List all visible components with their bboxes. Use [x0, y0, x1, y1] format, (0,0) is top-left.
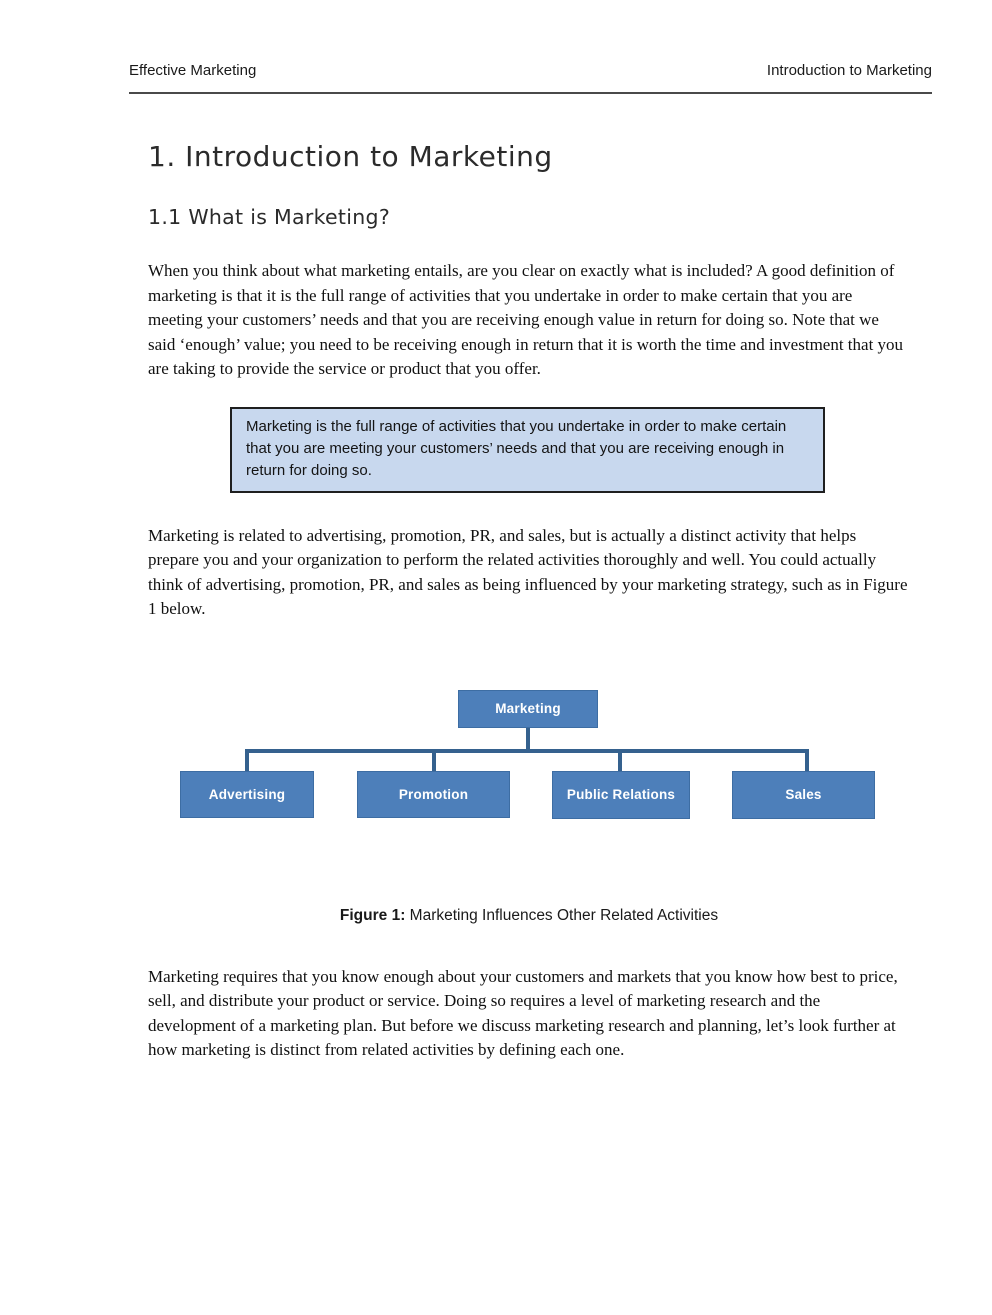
paragraph-related-activities: Marketing is related to advertising, promotion, PR, and sales, but is actually a distinct activity that helps prepare you and your organization to perform the related activities thoroughly and well. You could actually think of advertising, promotion, PR, and sales as being influenced by your marketing strategy, such as in Figure 1 below. — [148, 525, 908, 618]
section-title: 1.1 What is Marketing? — [148, 205, 391, 229]
connector-drop-public-relations — [618, 749, 622, 773]
figure-caption-text: Marketing Influences Other Related Activities — [405, 906, 719, 924]
connector-drop-promotion — [432, 749, 436, 773]
diagram-node-marketing: Marketing — [458, 690, 598, 728]
connector-drop-advertising — [245, 749, 249, 773]
paragraph-research: Marketing requires that you know enough about your customers and markets that you know how best to price, sell, and distribute your product or service. Doing so requires a level of marketing research and the development of a marketing plan. But before we discuss marketing research and planning, let’s look further at how marketing is distinct from related activities by defining each one. — [148, 966, 898, 1059]
diagram-node-sales: Sales — [732, 771, 875, 819]
diagram-node-promotion: Promotion — [357, 771, 510, 818]
document-body — [148, 140, 910, 1063]
diagram-node-public-relations: Public Relations — [552, 771, 690, 819]
figure-caption — [148, 907, 910, 925]
figure-1-diagram — [148, 690, 910, 820]
diagram-node-advertising: Advertising — [180, 771, 314, 818]
definition-callout-text: Marketing is the full range of activities that you undertake in order to make certain that you are meeting your customers’ needs and that you are receiving enough in return for doing so. — [246, 417, 787, 479]
header-right-title: Introduction to Marketing — [766, 62, 932, 79]
connector-horizontal-bar — [245, 749, 809, 753]
connector-drop-sales — [805, 749, 809, 773]
header-left-title: Effective Marketing — [129, 62, 257, 79]
definition-callout-box — [230, 407, 825, 493]
figure-caption-label: Figure 1: — [339, 906, 406, 924]
page-header — [129, 62, 932, 94]
paragraph-intro: When you think about what marketing entails, are you clear on exactly what is included? A good definition of marketing is that it is the full range of activities that you undertake in order to make certain that you are meeting your customers’ needs and that you are receiving enough value in return for doing so. Note that we said ‘enough’ value; you need to be receiving enough in return that it is worth the time and investment that you are taking to provide the service or product that you offer. — [148, 261, 904, 378]
chapter-title: 1. Introduction to Marketing — [148, 140, 553, 173]
